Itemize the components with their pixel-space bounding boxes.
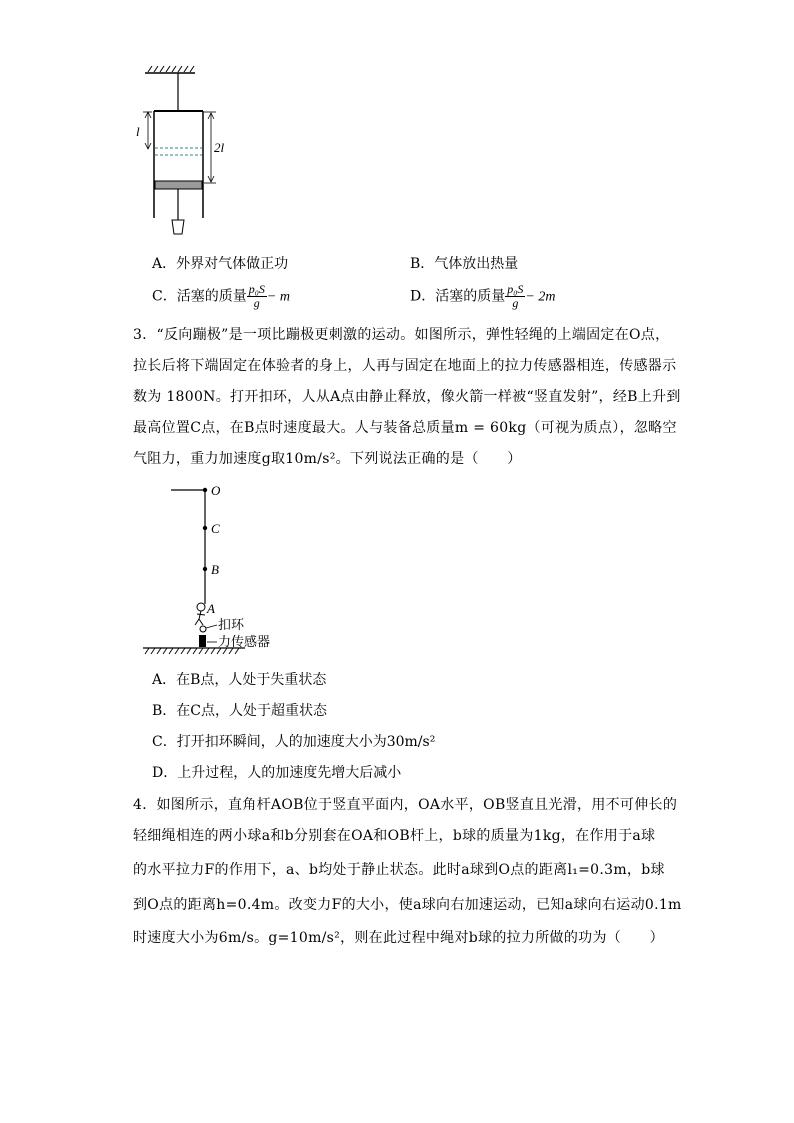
q3-line-3: 数为 1800N。打开扣环，人从A点由静止释放，像火箭一样被“竖直发射”，经B上升到 <box>133 389 681 405</box>
q2-option-d-prefix: D．活塞的质量 <box>410 288 506 305</box>
q4-line-5: 时速度大小为6m/s。g=10m/s²，则在此过程中绳对b球的拉力所做的功为（ ） <box>133 930 664 946</box>
q3-option-d: D．上升过程，人的加速度先增大后减小 <box>152 765 402 781</box>
q2-d-numerator: p₀S <box>507 282 524 296</box>
q2-option-c-fraction <box>247 283 267 310</box>
label-l: l <box>136 124 140 139</box>
point-a-label: A <box>207 601 215 616</box>
sensor-label: 力传感器 <box>218 634 271 649</box>
q3-option-b: B．在C点，人处于超重状态 <box>152 703 327 719</box>
label-2l: 2l <box>214 140 225 155</box>
q3-option-c: C．打开扣环瞬间，人的加速度大小为30m/s² <box>152 734 436 750</box>
cylinder-figure <box>130 62 250 242</box>
q3-option-a: A．在B点，人处于失重状态 <box>152 672 327 688</box>
q2-option-c-suffix: − m <box>266 289 290 305</box>
q4-line-4: 到O点的距离h=0.4m。改变力F的大小，使a球向右加速运动，已知a球向右运动0.1m <box>133 897 682 913</box>
q2-option-d-fraction <box>505 283 525 310</box>
q3-line-5: 气阻力，重力加速度g取10m/s²。下列说法正确的是（ ） <box>133 451 522 467</box>
q3-line-4: 最高位置C点，在B点时速度最大。人与装备总质量m = 60kg（可视为质点），忽略空 <box>133 420 677 436</box>
q2-c-numerator: p₀S <box>248 282 265 296</box>
q3-line-2: 拉长后将下端固定在体验者的身上，人再与固定在地面上的拉力传感器相连，传感器示 <box>133 358 677 374</box>
buckle-label: 扣环 <box>218 617 245 632</box>
q2-option-d <box>410 283 555 310</box>
bungee-figure <box>135 476 295 660</box>
q4-line-3: 的水平拉力F的作用下，a、b均处于静止状态。此时a球到O点的距离l₁=0.3m，b球 <box>133 862 665 878</box>
q2-c-denominator: g <box>253 296 260 310</box>
q2-d-denominator: g <box>512 296 519 310</box>
q4-line-1: 4．如图所示，直角杆AOB位于竖直平面内，OA水平，OB竖直且光滑，用不可伸长的 <box>133 797 678 813</box>
q2-option-c-prefix: C．活塞的质量 <box>152 288 247 305</box>
point-o-label: O <box>211 483 221 498</box>
q2-option-d-suffix: − 2m <box>525 289 556 305</box>
q3-line-1: 3．“反向蹦极”是一项比蹦极更刺激的运动。如图所示，弹性轻绳的上端固定在O点， <box>133 327 670 343</box>
q2-option-b: B．气体放出热量 <box>410 256 519 272</box>
point-b-label: B <box>211 562 219 577</box>
point-c-label: C <box>211 521 220 536</box>
q4-line-2: 轻细绳相连的两小球a和b分别套在OA和OB杆上，b球的质量为1kg，在作用于a球 <box>133 828 656 844</box>
q2-option-c <box>152 283 290 310</box>
q2-option-a: A．外界对气体做正功 <box>152 256 289 272</box>
